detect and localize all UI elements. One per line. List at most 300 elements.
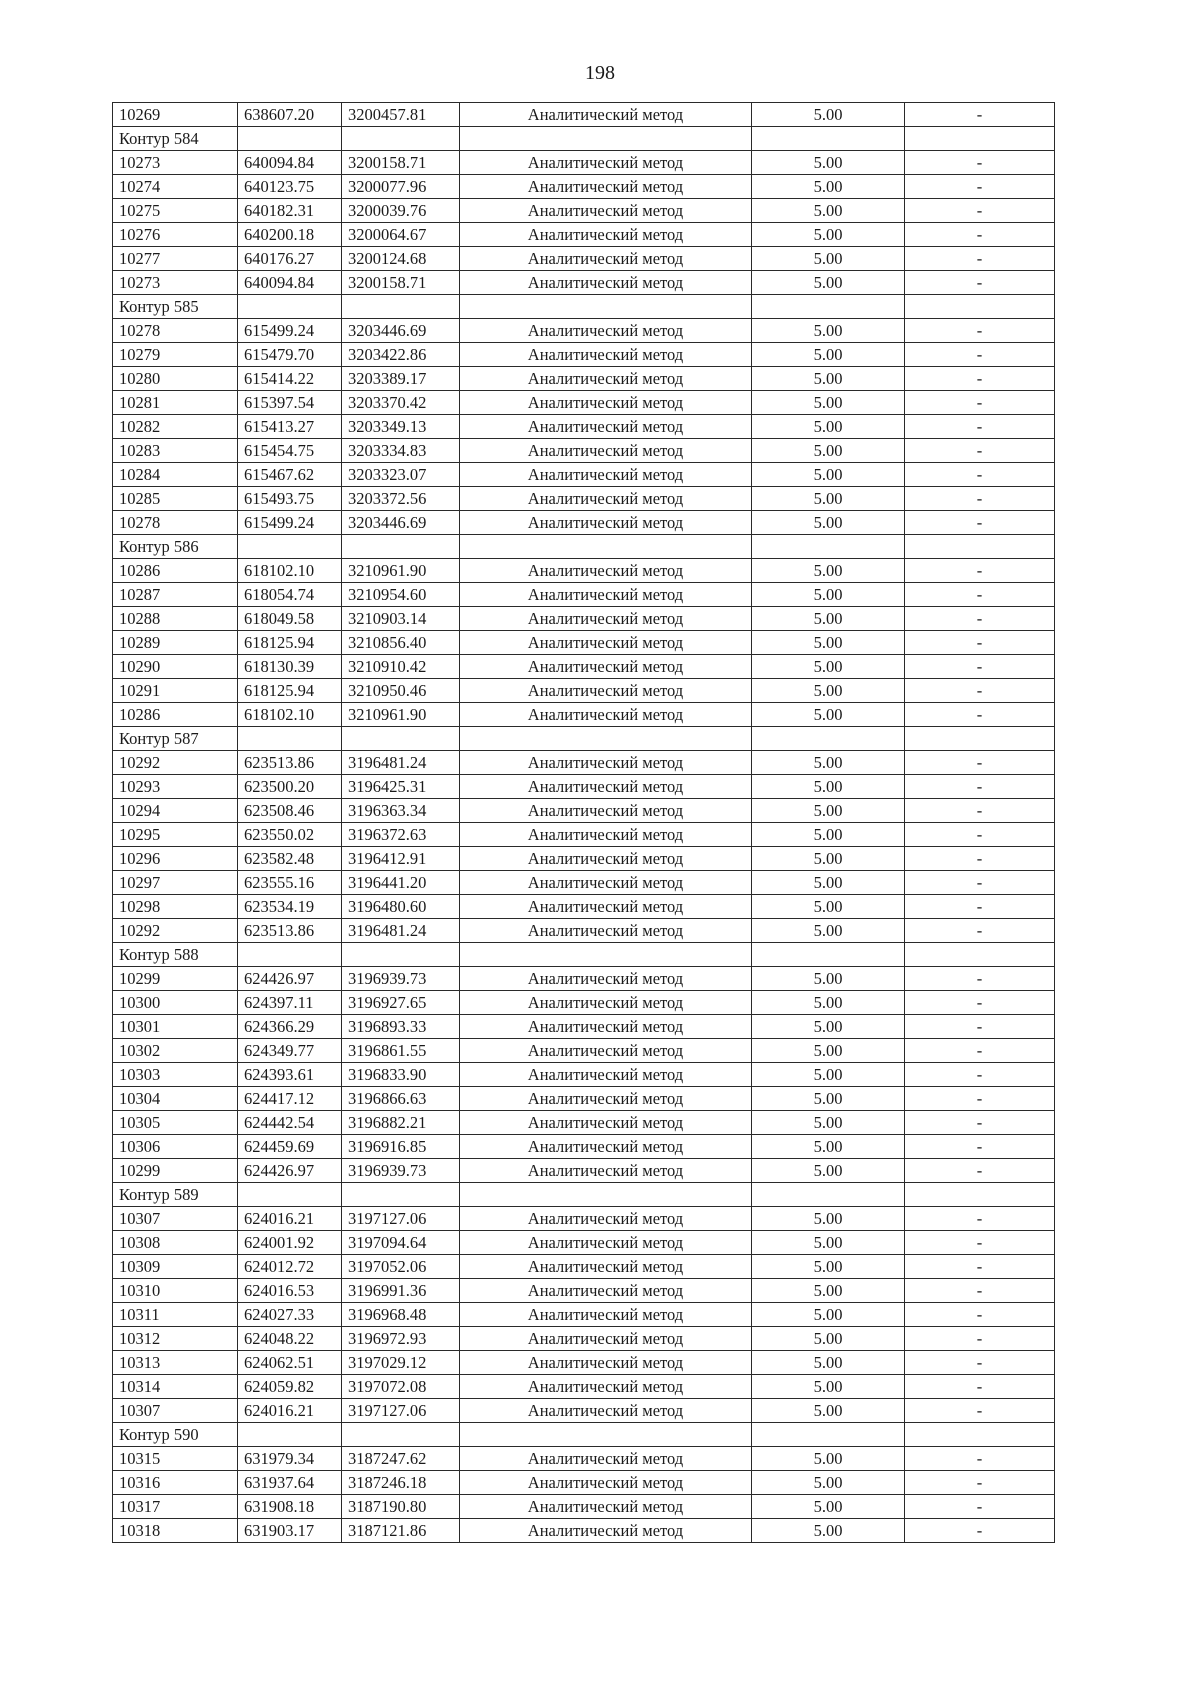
method: Аналитический метод [460,1327,752,1351]
method: Аналитический метод [460,1519,752,1543]
y-coordinate: 3203372.56 [342,487,460,511]
point-id: 10298 [113,895,238,919]
point-id: 10318 [113,1519,238,1543]
point-id: 10306 [113,1135,238,1159]
x-coordinate: 615493.75 [238,487,342,511]
empty-cell [460,1423,752,1447]
empty-cell [905,127,1055,151]
error-value: 5.00 [752,1399,905,1423]
error-value: 5.00 [752,1279,905,1303]
point-row [113,367,1055,391]
error-value: 5.00 [752,799,905,823]
empty-cell [752,535,905,559]
empty-cell [905,1423,1055,1447]
point-row [113,199,1055,223]
error-value: 5.00 [752,1063,905,1087]
note: - [905,367,1055,391]
y-coordinate: 3210910.42 [342,655,460,679]
y-coordinate: 3196927.65 [342,991,460,1015]
error-value: 5.00 [752,439,905,463]
y-coordinate: 3203370.42 [342,391,460,415]
method: Аналитический метод [460,679,752,703]
x-coordinate: 623513.86 [238,751,342,775]
point-id: 10277 [113,247,238,271]
x-coordinate: 624349.77 [238,1039,342,1063]
y-coordinate: 3196833.90 [342,1063,460,1087]
point-row [113,391,1055,415]
y-coordinate: 3210954.60 [342,583,460,607]
point-id: 10307 [113,1399,238,1423]
y-coordinate: 3210961.90 [342,559,460,583]
y-coordinate: 3196939.73 [342,967,460,991]
x-coordinate: 618054.74 [238,583,342,607]
y-coordinate: 3203446.69 [342,511,460,535]
note: - [905,1519,1055,1543]
y-coordinate: 3200124.68 [342,247,460,271]
method: Аналитический метод [460,1351,752,1375]
method: Аналитический метод [460,919,752,943]
point-row [113,823,1055,847]
point-row [113,223,1055,247]
point-id: 10299 [113,1159,238,1183]
x-coordinate: 624048.22 [238,1327,342,1351]
y-coordinate: 3196972.93 [342,1327,460,1351]
method: Аналитический метод [460,607,752,631]
point-id: 10295 [113,823,238,847]
method: Аналитический метод [460,415,752,439]
method: Аналитический метод [460,223,752,247]
empty-cell [460,943,752,967]
empty-cell [752,127,905,151]
y-coordinate: 3196916.85 [342,1135,460,1159]
y-coordinate: 3200064.67 [342,223,460,247]
error-value: 5.00 [752,559,905,583]
method: Аналитический метод [460,703,752,727]
error-value: 5.00 [752,487,905,511]
method: Аналитический метод [460,343,752,367]
point-row [113,1159,1055,1183]
y-coordinate: 3187190.80 [342,1495,460,1519]
method: Аналитический метод [460,199,752,223]
x-coordinate: 624442.54 [238,1111,342,1135]
point-row [113,1375,1055,1399]
point-id: 10299 [113,967,238,991]
contour-header-row [113,727,1055,751]
error-value: 5.00 [752,1447,905,1471]
note: - [905,175,1055,199]
point-id: 10292 [113,751,238,775]
note: - [905,559,1055,583]
y-coordinate: 3203389.17 [342,367,460,391]
note: - [905,247,1055,271]
error-value: 5.00 [752,1111,905,1135]
note: - [905,1279,1055,1303]
error-value: 5.00 [752,1231,905,1255]
method: Аналитический метод [460,631,752,655]
note: - [905,1375,1055,1399]
x-coordinate: 631979.34 [238,1447,342,1471]
point-id: 10284 [113,463,238,487]
x-coordinate: 623550.02 [238,823,342,847]
x-coordinate: 631908.18 [238,1495,342,1519]
y-coordinate: 3196882.21 [342,1111,460,1135]
x-coordinate: 618102.10 [238,703,342,727]
point-id: 10315 [113,1447,238,1471]
y-coordinate: 3200158.71 [342,151,460,175]
point-row [113,847,1055,871]
x-coordinate: 624001.92 [238,1231,342,1255]
point-id: 10294 [113,799,238,823]
error-value: 5.00 [752,1375,905,1399]
coordinates-table [112,102,1055,1543]
point-id: 10313 [113,1351,238,1375]
error-value: 5.00 [752,1471,905,1495]
empty-cell [238,295,342,319]
note: - [905,1495,1055,1519]
contour-label: Контур 589 [113,1183,238,1207]
point-id: 10281 [113,391,238,415]
error-value: 5.00 [752,511,905,535]
note: - [905,223,1055,247]
x-coordinate: 624062.51 [238,1351,342,1375]
method: Аналитический метод [460,895,752,919]
x-coordinate: 638607.20 [238,103,342,127]
y-coordinate: 3187247.62 [342,1447,460,1471]
error-value: 5.00 [752,919,905,943]
point-id: 10293 [113,775,238,799]
x-coordinate: 624417.12 [238,1087,342,1111]
point-row [113,1279,1055,1303]
point-row [113,103,1055,127]
method: Аналитический метод [460,463,752,487]
point-id: 10286 [113,559,238,583]
point-id: 10309 [113,1255,238,1279]
method: Аналитический метод [460,1135,752,1159]
empty-cell [752,727,905,751]
y-coordinate: 3200158.71 [342,271,460,295]
point-row [113,1039,1055,1063]
x-coordinate: 624459.69 [238,1135,342,1159]
point-id: 10312 [113,1327,238,1351]
method: Аналитический метод [460,847,752,871]
y-coordinate: 3200039.76 [342,199,460,223]
error-value: 5.00 [752,991,905,1015]
y-coordinate: 3203349.13 [342,415,460,439]
x-coordinate: 618049.58 [238,607,342,631]
empty-cell [752,943,905,967]
note: - [905,415,1055,439]
method: Аналитический метод [460,247,752,271]
note: - [905,1063,1055,1087]
error-value: 5.00 [752,1039,905,1063]
point-row [113,247,1055,271]
error-value: 5.00 [752,1351,905,1375]
note: - [905,1207,1055,1231]
x-coordinate: 623508.46 [238,799,342,823]
error-value: 5.00 [752,151,905,175]
empty-cell [460,127,752,151]
y-coordinate: 3210950.46 [342,679,460,703]
x-coordinate: 640182.31 [238,199,342,223]
point-id: 10278 [113,319,238,343]
y-coordinate: 3196425.31 [342,775,460,799]
error-value: 5.00 [752,703,905,727]
point-row [113,1351,1055,1375]
method: Аналитический метод [460,151,752,175]
error-value: 5.00 [752,655,905,679]
x-coordinate: 624012.72 [238,1255,342,1279]
empty-cell [752,1183,905,1207]
y-coordinate: 3197052.06 [342,1255,460,1279]
note: - [905,103,1055,127]
y-coordinate: 3197127.06 [342,1207,460,1231]
point-id: 10288 [113,607,238,631]
contour-header-row [113,1423,1055,1447]
contour-label: Контур 588 [113,943,238,967]
error-value: 5.00 [752,1207,905,1231]
x-coordinate: 623555.16 [238,871,342,895]
empty-cell [342,943,460,967]
point-row [113,703,1055,727]
empty-cell [238,727,342,751]
error-value: 5.00 [752,847,905,871]
y-coordinate: 3210961.90 [342,703,460,727]
error-value: 5.00 [752,751,905,775]
note: - [905,1351,1055,1375]
empty-cell [905,295,1055,319]
x-coordinate: 624426.97 [238,1159,342,1183]
note: - [905,607,1055,631]
x-coordinate: 618130.39 [238,655,342,679]
point-id: 10286 [113,703,238,727]
empty-cell [905,943,1055,967]
point-row [113,751,1055,775]
x-coordinate: 618102.10 [238,559,342,583]
point-id: 10310 [113,1279,238,1303]
point-id: 10283 [113,439,238,463]
method: Аналитический метод [460,655,752,679]
method: Аналитический метод [460,1375,752,1399]
note: - [905,391,1055,415]
error-value: 5.00 [752,1135,905,1159]
point-row [113,1495,1055,1519]
method: Аналитический метод [460,1447,752,1471]
x-coordinate: 615414.22 [238,367,342,391]
y-coordinate: 3210903.14 [342,607,460,631]
x-coordinate: 624016.21 [238,1207,342,1231]
y-coordinate: 3196481.24 [342,751,460,775]
y-coordinate: 3210856.40 [342,631,460,655]
empty-cell [342,295,460,319]
y-coordinate: 3196441.20 [342,871,460,895]
point-id: 10307 [113,1207,238,1231]
point-row [113,583,1055,607]
point-row [113,559,1055,583]
error-value: 5.00 [752,967,905,991]
method: Аналитический метод [460,367,752,391]
method: Аналитический метод [460,871,752,895]
point-id: 10300 [113,991,238,1015]
method: Аналитический метод [460,991,752,1015]
point-row [113,1519,1055,1543]
error-value: 5.00 [752,631,905,655]
note: - [905,1255,1055,1279]
point-id: 10291 [113,679,238,703]
y-coordinate: 3196893.33 [342,1015,460,1039]
point-row [113,175,1055,199]
x-coordinate: 640176.27 [238,247,342,271]
method: Аналитический метод [460,823,752,847]
empty-cell [905,535,1055,559]
note: - [905,895,1055,919]
point-row [113,631,1055,655]
y-coordinate: 3200077.96 [342,175,460,199]
y-coordinate: 3196861.55 [342,1039,460,1063]
x-coordinate: 615499.24 [238,511,342,535]
note: - [905,847,1055,871]
x-coordinate: 640094.84 [238,271,342,295]
method: Аналитический метод [460,103,752,127]
point-id: 10273 [113,271,238,295]
error-value: 5.00 [752,343,905,367]
y-coordinate: 3196480.60 [342,895,460,919]
y-coordinate: 3196991.36 [342,1279,460,1303]
method: Аналитический метод [460,583,752,607]
empty-cell [238,1183,342,1207]
method: Аналитический метод [460,1231,752,1255]
point-row [113,607,1055,631]
error-value: 5.00 [752,1087,905,1111]
error-value: 5.00 [752,319,905,343]
empty-cell [342,1423,460,1447]
y-coordinate: 3203323.07 [342,463,460,487]
y-coordinate: 3196363.34 [342,799,460,823]
method: Аналитический метод [460,175,752,199]
empty-cell [238,535,342,559]
y-coordinate: 3197094.64 [342,1231,460,1255]
point-row [113,487,1055,511]
method: Аналитический метод [460,775,752,799]
note: - [905,1087,1055,1111]
method: Аналитический метод [460,1159,752,1183]
y-coordinate: 3203422.86 [342,343,460,367]
error-value: 5.00 [752,1327,905,1351]
y-coordinate: 3203446.69 [342,319,460,343]
point-row [113,271,1055,295]
error-value: 5.00 [752,823,905,847]
y-coordinate: 3200457.81 [342,103,460,127]
x-coordinate: 618125.94 [238,679,342,703]
y-coordinate: 3196968.48 [342,1303,460,1327]
point-row [113,439,1055,463]
point-id: 10279 [113,343,238,367]
method: Аналитический метод [460,1039,752,1063]
point-id: 10285 [113,487,238,511]
y-coordinate: 3197127.06 [342,1399,460,1423]
point-id: 10301 [113,1015,238,1039]
x-coordinate: 624016.53 [238,1279,342,1303]
note: - [905,1135,1055,1159]
point-id: 10282 [113,415,238,439]
point-row [113,1327,1055,1351]
error-value: 5.00 [752,367,905,391]
x-coordinate: 640094.84 [238,151,342,175]
x-coordinate: 624016.21 [238,1399,342,1423]
method: Аналитический метод [460,1495,752,1519]
method: Аналитический метод [460,1207,752,1231]
x-coordinate: 624027.33 [238,1303,342,1327]
point-row [113,1087,1055,1111]
error-value: 5.00 [752,463,905,487]
note: - [905,1015,1055,1039]
method: Аналитический метод [460,1063,752,1087]
method: Аналитический метод [460,1255,752,1279]
point-id: 10302 [113,1039,238,1063]
point-id: 10316 [113,1471,238,1495]
x-coordinate: 615499.24 [238,319,342,343]
contour-label: Контур 584 [113,127,238,151]
contour-label: Контур 586 [113,535,238,559]
point-row [113,895,1055,919]
point-row [113,463,1055,487]
point-row [113,871,1055,895]
point-row [113,343,1055,367]
point-id: 10274 [113,175,238,199]
page-number: 198 [585,62,615,84]
y-coordinate: 3187121.86 [342,1519,460,1543]
note: - [905,631,1055,655]
note: - [905,1039,1055,1063]
note: - [905,487,1055,511]
point-row [113,1231,1055,1255]
point-row [113,679,1055,703]
empty-cell [238,943,342,967]
x-coordinate: 615413.27 [238,415,342,439]
note: - [905,1111,1055,1135]
note: - [905,1303,1055,1327]
note: - [905,823,1055,847]
note: - [905,799,1055,823]
method: Аналитический метод [460,799,752,823]
note: - [905,1159,1055,1183]
point-row [113,967,1055,991]
point-row [113,1111,1055,1135]
point-id: 10278 [113,511,238,535]
note: - [905,463,1055,487]
x-coordinate: 615397.54 [238,391,342,415]
note: - [905,1471,1055,1495]
point-id: 10314 [113,1375,238,1399]
x-coordinate: 623500.20 [238,775,342,799]
point-id: 10287 [113,583,238,607]
note: - [905,439,1055,463]
point-id: 10289 [113,631,238,655]
note: - [905,1327,1055,1351]
x-coordinate: 640123.75 [238,175,342,199]
method: Аналитический метод [460,391,752,415]
contour-header-row [113,1183,1055,1207]
empty-cell [460,295,752,319]
x-coordinate: 618125.94 [238,631,342,655]
x-coordinate: 623582.48 [238,847,342,871]
error-value: 5.00 [752,247,905,271]
point-row [113,1207,1055,1231]
x-coordinate: 624397.11 [238,991,342,1015]
x-coordinate: 615454.75 [238,439,342,463]
empty-cell [752,295,905,319]
method: Аналитический метод [460,1303,752,1327]
point-row [113,1255,1055,1279]
